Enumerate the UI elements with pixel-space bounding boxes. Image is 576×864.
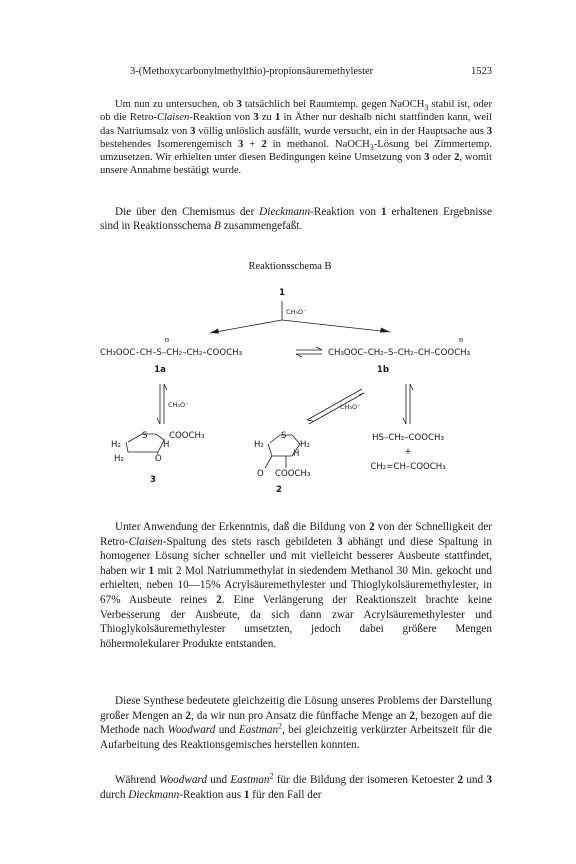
c2-H: H bbox=[293, 449, 300, 459]
c3-O: O bbox=[155, 454, 162, 464]
equilibrium-bottom-head bbox=[296, 354, 302, 357]
page-number: 1523 bbox=[471, 66, 492, 77]
equilibrium-top-head bbox=[316, 347, 322, 350]
arrowhead-right bbox=[380, 328, 390, 333]
arrow-1a-3-tail bbox=[164, 384, 167, 390]
paragraph-5: Während Woodward und Eastman$^2$ für die Bildung der isomeren Ketoester 2 und 3 durch Dieckmann-Reaktion aus 1 für den Fall der bbox=[100, 771, 492, 801]
paragraph-3: Unter Anwendung der Erkenntnis, daß die Bildung von 2 von der Schnelligkeit der Retro-Claisen-Spaltung des stets rasch gebildeten 3 abhängt und diese Spaltung in homogener Lösung sicher schneller und mit vielleicht besserer Ausbeute stattfindet, haben wir 1 mit 2 Mol Natriummethylat in siedendem Methanol 30 Min. gekocht und erhielten, neben 10—15% Acrylsäuremethylester und Thioglykolsäuremethylester, in 67% Ausbeute reines 2. Eine Verlängerung der Reaktionszeit brachte keine Verbesserung der Ausbeute, da sich dann zwar Acrylsäuremethylester und Thioglykolsäuremethylester umsetzten, jedoch dabei größere Mengen höhermolekularer Produkte entstanden. bbox=[100, 521, 493, 650]
arrowhead-left bbox=[210, 329, 219, 334]
c2-S: S bbox=[281, 431, 287, 441]
c2-O: O bbox=[257, 469, 264, 479]
running-title: 3-(Methoxycarbonylmethylthio)-propionsäuremethylester bbox=[130, 66, 374, 77]
arrow-1b-2-head bbox=[307, 420, 313, 421]
formula-1b: CH₃OOC–CH₂–S–CH₂–CH–COOCH₃ bbox=[328, 348, 471, 358]
c2-COOCH3: COOCH₃ bbox=[275, 469, 311, 479]
scheme-caption: Reaktionsschema B bbox=[248, 261, 332, 272]
label-1b: 1b bbox=[376, 365, 390, 375]
scheme-drawing bbox=[60, 258, 520, 508]
label-compound-1: 1 bbox=[279, 288, 285, 298]
reagent-top: CH₃O⁻ bbox=[286, 308, 307, 316]
reaction-scheme-b bbox=[60, 258, 520, 508]
label-2: 2 bbox=[276, 485, 282, 495]
c3-H2b: H₂ bbox=[114, 454, 124, 464]
arrow-1a-3-head bbox=[157, 418, 160, 424]
arrow-1b-split-tail bbox=[410, 384, 413, 390]
label-3: 3 bbox=[150, 475, 156, 485]
plus-sign: + bbox=[404, 447, 412, 457]
paragraph-2: Die über den Chemismus der Dieckmann-Reaktion von 1 erhaltenen Ergebnisse sind in Reaktionsschema B zusammengefaßt. bbox=[100, 206, 492, 233]
ring-2-carbonyl bbox=[265, 456, 272, 468]
acrylate: CH₂=CH–COOCH₃ bbox=[370, 462, 446, 472]
minus-1a: ⊖ bbox=[164, 336, 170, 344]
branch-left bbox=[210, 320, 282, 333]
c3-H2a: H₂ bbox=[111, 440, 121, 450]
label-1a: 1a bbox=[154, 365, 166, 375]
formula-1a: CH₃OOC–CH–S–CH₂–CH₂–COOCH₃ bbox=[100, 348, 243, 358]
c2-H2b: H₂ bbox=[300, 440, 310, 450]
running-header bbox=[100, 66, 492, 80]
c3-COOCH3: COOCH₃ bbox=[169, 431, 205, 441]
paragraph-1: Um nun zu untersuchen, ob 3 tatsächlich bei Raumtemp. gegen NaOCH$_3$ stabil ist, oder ob die Retro-Claisen-Reaktion von 3 zu 1 in Äther nur deshalb nicht stattfinden kann, weil das Natriumsalz von 3 völlig unlöslich ausfällt, wurde versucht, ein in der Hauptsache aus 3 bestehendes Isomerengemisch 3 + 2 in methanol. NaOCH$_3$-Lösung bei Zimmertemp. umzusetzen. Wir erhielten unter diesen Bedingungen keine Umsetzung von 3 oder 2, womit unsere Annahme bestätigt wurde. bbox=[100, 99, 493, 177]
c2-H2a: H₂ bbox=[254, 440, 264, 450]
branch-right bbox=[282, 320, 390, 332]
c3-H: H bbox=[163, 440, 170, 450]
minus-1b: ⊖ bbox=[458, 336, 464, 344]
reagent-1a: CH₃O⁻ bbox=[168, 401, 189, 409]
thiol: HS–CH₂–COOCH₃ bbox=[372, 433, 444, 443]
arrow-1b-split-head bbox=[403, 418, 406, 424]
reagent-1b: CH₃O⁻ bbox=[340, 403, 361, 411]
paragraph-4: Diese Synthese bedeutete gleichzeitig die Lösung unseres Problems der Darstellung großer Mengen an 2, da wir nun pro Ansatz die fünffache Menge an 2, bezogen auf die Methode nach Woodward und Eastman$^2$, bei gleichzeitig verkürzter Arbeitszeit für die Aufarbeitung des Reaktionsgemisches herstellen konnten. bbox=[100, 695, 493, 751]
c3-S: S bbox=[142, 431, 148, 441]
